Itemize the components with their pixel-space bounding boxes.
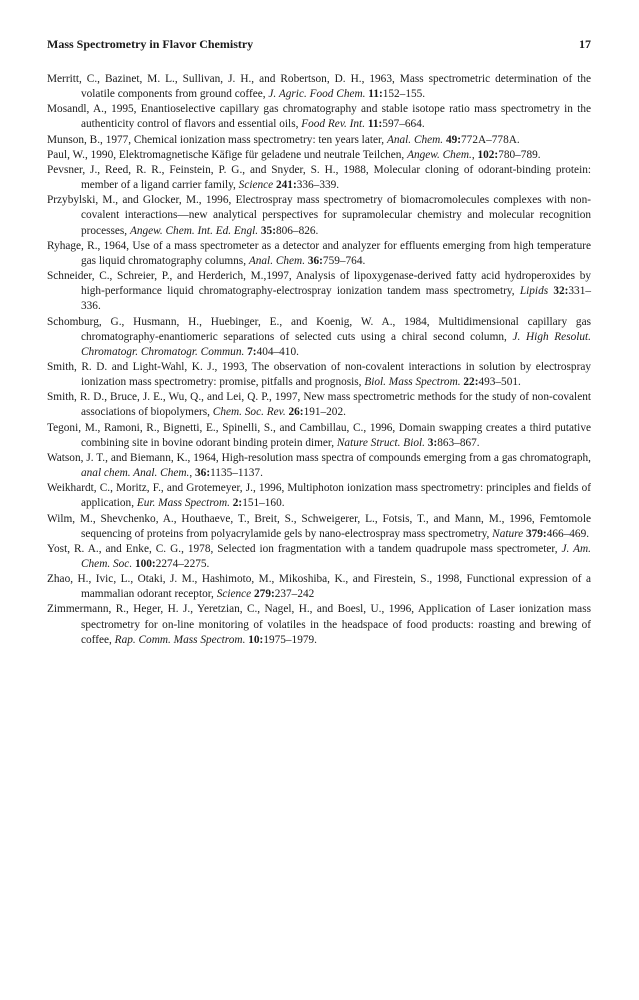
running-head	[47, 37, 591, 53]
reference-authors-title: Smith, R. D. and Light-Wahl, K. J., 1993, The observation of non-covalent interactions in solution by electrospray ionization mass spectrometry: promise, pitfalls and prognosis,	[47, 360, 591, 389]
reference-pages: 759–764.	[322, 254, 366, 267]
reference-pages: 331–336.	[81, 285, 591, 313]
reference-item	[47, 72, 591, 102]
reference-pages: 1135–1137.	[210, 467, 263, 480]
reference-item	[47, 390, 591, 420]
reference-authors-title: Merritt, C., Bazinet, M. L., Sullivan, J. H., and Robertson, D. H., 1963, Mass spectrometric determination of the volatile components from ground coffee,	[47, 73, 591, 101]
reference-journal: Anal. Chem.	[248, 254, 306, 267]
reference-pages: 806–826.	[275, 224, 319, 237]
reference-item	[47, 481, 591, 511]
reference-item	[47, 421, 591, 451]
reference-journal: J. Am. Chem. Soc.	[81, 542, 592, 570]
reference-item: Watson, J. T., and Biemann, K., 1964, High-resolution mass spectra of compounds emerging from a gas chromatograph, anal chem. Anal. Chem., 36:1135–1137.	[47, 451, 591, 480]
reference-volume: 100:	[134, 558, 156, 570]
reference-list	[47, 72, 591, 648]
reference-volume: 36:	[195, 467, 211, 480]
reference-authors-title: Pevsner, J., Reed, R. R., Feinstein, P. G., and Snyder, S. H., 1988, Molecular cloning of odorant-binding protein: member of a ligand carrier family,	[47, 163, 591, 192]
reference-journal: Eur. Mass Spectrom.	[136, 497, 230, 510]
reference-authors-title: Wilm, M., Shevchenko, A., Houthaeve, T., Breit, S., Schweigerer, L., Fotsis, T., and Mann, M., 1996, Femtomole sequencing of proteins from polyacrylamide gels by nano-electrospray mass spectrometry,	[47, 512, 591, 540]
reference-authors-title: Watson, J. T., and Biemann, K., 1964, High-resolution mass spectra of compounds emerging from a gas chromatograph,	[47, 451, 591, 464]
reference-pages: 336–339.	[296, 179, 340, 192]
reference-journal: Science	[216, 588, 252, 601]
reference-authors-title: Schneider, C., Schreier, P., and Herderich, M.,1997, Analysis of lipoxygenase-derived fatty acid hydroperoxides by high-performance liquid chromatography-electrospray ionization tandem mass spectrometry,	[47, 270, 591, 298]
reference-authors-title: Smith, R. D., Bruce, J. E., Wu, Q., and Lei, Q. P., 1997, New mass spectrometric methods for the study of non-covalent associations of biopolymers,	[47, 391, 591, 419]
reference-item	[47, 360, 591, 390]
running-title: Mass Spectrometry in Flavor Chemistry	[47, 37, 254, 51]
reference-item	[47, 102, 591, 132]
reference-journal: Anal. Chem.	[386, 133, 444, 146]
page-number: 17	[579, 37, 591, 51]
reference-pages: 780–789.	[498, 148, 541, 161]
reference-item	[47, 193, 591, 238]
reference-pages: 151–160.	[242, 497, 285, 510]
reference-journal: Rap. Comm. Mass Spectrom.	[114, 633, 246, 646]
reference-journal: J. High Resolut. Chromatogr. Chromatogr. Commun.	[81, 330, 591, 358]
reference-authors-title: Munson, B., 1977, Chemical ionization mass spectrometry: ten years later,	[47, 133, 387, 146]
reference-volume: 36:	[307, 254, 323, 267]
reference-volume: 279:	[254, 588, 275, 601]
reference-pages: 772A–778A.	[461, 133, 520, 146]
reference-journal: Food Rev. Int.	[301, 118, 366, 131]
reference-pages: 404–410.	[256, 345, 299, 358]
reference-volume: 49:	[445, 133, 462, 146]
reference-volume: 26:	[288, 406, 304, 419]
reference-pages: 152–155.	[382, 88, 426, 101]
reference-pages: 493–501.	[478, 376, 521, 389]
reference-pages: 1975–1979.	[263, 633, 317, 646]
reference-journal: Nature Struct. Biol.	[336, 436, 425, 449]
reference-authors-title: Mosandl, A., 1995, Enantioselective capillary gas chromatography and stable isotope ratio mass spectrometry in the authenticity control of flavors and essential oils,	[47, 103, 591, 131]
reference-authors-title: Paul, W., 1990, Elektromagnetische Käfige für geladene und neutrale Teilchen,	[47, 148, 408, 161]
reference-item	[47, 133, 591, 148]
reference-pages: 237–242	[274, 588, 315, 601]
reference-authors-title: Schomburg, G., Husmann, H., Huebinger, E., and Koenig, W. A., 1984, Multidimensional capillary gas chromatography-enantiomeric separations of selected cuts using a chiral second column,	[47, 315, 591, 343]
reference-item: Paul, W., 1990, Elektromagnetische Käfige für geladene und neutrale Teilchen, Angew. Chem., 102:780–789.	[47, 148, 541, 161]
reference-journal: Chem. Soc. Rev.	[212, 406, 286, 419]
reference-volume: 2:	[232, 497, 243, 510]
reference-volume: 10:	[248, 633, 264, 646]
reference-authors-title: Ryhage, R., 1964, Use of a mass spectrometer as a detector and analyzer for effluents emerging from high temperature gas liquid chromatography columns,	[47, 239, 591, 267]
reference-volume: 379:	[525, 527, 547, 540]
reference-journal: Biol. Mass Spectrom.	[364, 376, 461, 389]
reference-authors-title: Zimmermann, R., Heger, H. J., Yeretzian, C., Nagel, H., and Boesl, U., 1996, Application of Laser ionization mass spectrometry for on-line monitoring of volatiles in the headspace of food products: roasting and brewing of coffee,	[47, 603, 591, 646]
reference-volume: 3:	[427, 436, 438, 449]
reference-pages: 863–867.	[437, 436, 480, 449]
reference-volume: 11:	[368, 88, 383, 101]
reference-authors-title: Yost, R. A., and Enke, C. G., 1978, Selected ion fragmentation with a tandem quadrupole mass spectrometer,	[47, 542, 562, 555]
reference-volume: 7:	[247, 345, 257, 358]
reference-journal: Nature	[492, 527, 524, 540]
book-page	[47, 0, 591, 1000]
reference-journal: Science	[238, 179, 274, 192]
reference-pages: 191–202.	[303, 406, 346, 419]
reference-item	[47, 572, 591, 602]
reference-volume: 35:	[260, 224, 276, 237]
reference-pages: 597–664.	[382, 118, 425, 131]
reference-journal: J. Agric. Food Chem.	[268, 88, 366, 101]
reference-journal: Lipids	[519, 285, 549, 298]
reference-item	[47, 315, 591, 360]
reference-item	[47, 602, 591, 647]
reference-pages: 466–469.	[546, 527, 590, 540]
reference-volume: 22:	[463, 376, 479, 389]
reference-item	[47, 269, 591, 314]
reference-authors-title: Zhao, H., Ivic, L., Otaki, J. M., Hashimoto, M., Mikoshiba, K., and Firestein, S., 1998, Functional expression of a mammalian odorant receptor,	[47, 573, 591, 601]
reference-authors-title: Weikhardt, C., Moritz, F., and Grotemeyer, J., 1996, Multiphoton ionization mass spectrometry: principles and fields of application,	[47, 482, 591, 510]
reference-item	[47, 512, 591, 542]
reference-item	[47, 239, 591, 269]
reference-pages: 2274–2275.	[155, 558, 210, 570]
reference-volume: 102:	[477, 148, 499, 161]
reference-item	[47, 163, 591, 193]
reference-volume: 32:	[553, 285, 569, 298]
reference-item	[47, 542, 591, 572]
reference-authors-title: Przybylski, M., and Glocker, M., 1996, Electrospray mass spectrometry of biomacromolecules complexes with non-covalent interactions—new analytical perspectives for supramolecular chemistry and molecular recognition processes,	[47, 194, 591, 237]
reference-volume: 241:	[276, 179, 297, 192]
reference-journal: anal chem. Anal. Chem.	[81, 467, 190, 480]
reference-journal: Angew. Chem.	[407, 148, 472, 161]
reference-journal: Angew. Chem. Int. Ed. Engl.	[129, 224, 259, 237]
reference-authors-title: Tegoni, M., Ramoni, R., Bignetti, E., Spinelli, S., and Cambillau, C., 1996, Domain swapping creates a third putative combining site in bovine odorant binding protein dimer,	[47, 421, 591, 449]
reference-volume: 11:	[367, 118, 383, 131]
